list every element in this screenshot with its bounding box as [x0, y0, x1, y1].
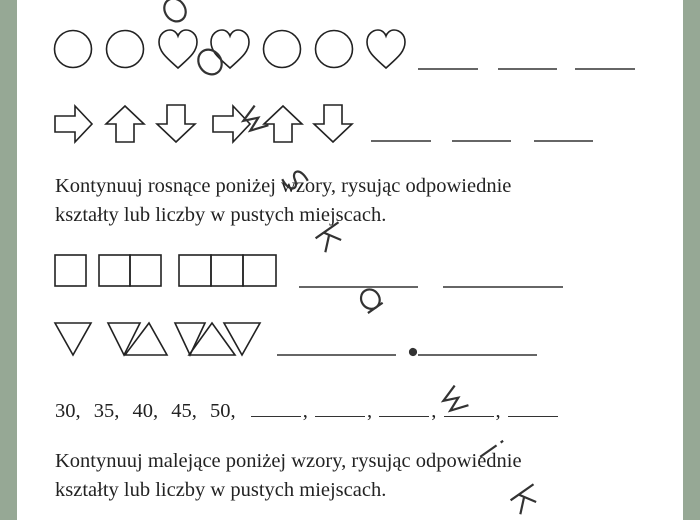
sequence-blank — [251, 398, 301, 417]
instruction-increasing — [55, 172, 655, 230]
triangle-down-shape — [224, 323, 260, 355]
pattern-row-3 — [55, 255, 276, 286]
square-shape — [99, 255, 130, 286]
sequence-number: 45, — [171, 400, 197, 422]
square-shape — [130, 255, 161, 286]
sequence-number: 50, — [210, 400, 236, 422]
square-shape — [179, 255, 211, 286]
pattern-row-2 — [55, 105, 352, 142]
arrow-up-shape — [106, 106, 144, 142]
sequence-separator: , — [367, 400, 373, 422]
sequence-blank — [508, 398, 558, 417]
sequence-blank — [315, 398, 365, 417]
heart-shape — [367, 30, 405, 68]
arrow-down-shape — [314, 105, 352, 142]
square-shape — [243, 255, 276, 286]
arrow-right-shape — [213, 106, 250, 142]
pattern-row-1 — [55, 30, 406, 68]
heart-shape — [159, 30, 197, 68]
sequence-separator: , — [302, 400, 308, 422]
triangle-down-shape — [108, 323, 140, 355]
sequence-number: 30, — [55, 400, 81, 422]
arrow-up-shape — [264, 106, 302, 142]
instruction-line: kształty lub liczby w pustych miejscach. — [55, 479, 387, 501]
instruction-decreasing — [55, 447, 655, 505]
square-shape — [55, 255, 86, 286]
triangle-up-shape — [189, 323, 235, 355]
arrow-down-shape — [157, 105, 195, 142]
sequence-number: 35, — [93, 400, 120, 422]
circle-shape — [55, 31, 92, 68]
arrow-right-shape — [55, 106, 92, 142]
worksheet-page — [17, 0, 683, 520]
instruction-line: kształty lub liczby w pustych miejscach. — [55, 204, 387, 226]
square-shape — [211, 255, 243, 286]
sequence-number: 40, — [132, 400, 159, 422]
circle-shape — [107, 31, 144, 68]
instruction-line: Kontynuuj malejące poniżej wzory, rysując odpowiednie — [55, 450, 522, 472]
circle-shape — [264, 31, 301, 68]
sequence-separator: , — [431, 400, 437, 422]
triangle-down-shape — [55, 323, 91, 355]
pattern-shapes — [17, 0, 683, 520]
circle-shape — [316, 31, 353, 68]
instruction-line: Kontynuuj rosnące poniżej wzory, rysując odpowiednie — [55, 175, 512, 197]
number-sequence — [55, 398, 560, 423]
sequence-blank — [444, 398, 494, 417]
pattern-row-4 — [55, 323, 260, 355]
sequence-blank — [379, 398, 429, 417]
heart-shape — [211, 30, 249, 68]
sequence-separator: , — [495, 400, 501, 422]
